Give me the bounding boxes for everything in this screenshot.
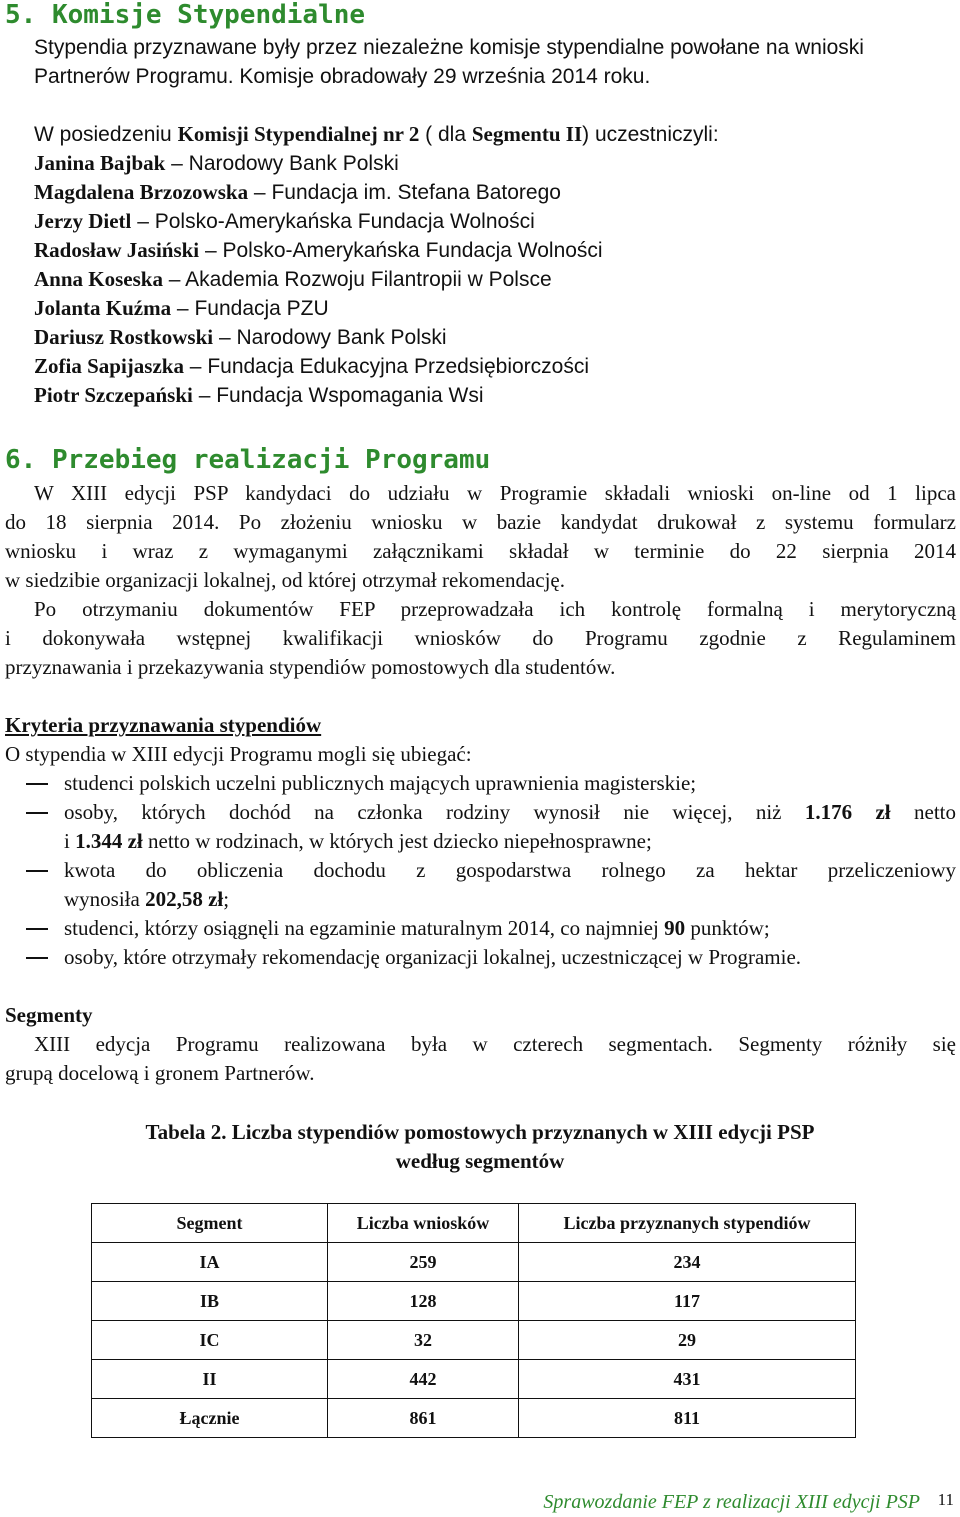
farm-amount: 202,58 zł [145, 887, 224, 911]
member-org: Narodowy Bank Polski [188, 152, 399, 175]
member-name: Dariusz Rostkowski [34, 325, 214, 349]
intro-line: Stypendia przyznawane były przez niezależne komisje stypendialne powołane na wnioski [34, 36, 864, 59]
paragraph-line: grupą docelową i gronem Partnerów. [5, 1061, 315, 1085]
table-cell: II [92, 1360, 328, 1399]
table-row-total [92, 1399, 856, 1438]
column-header: Liczba wniosków [328, 1204, 519, 1243]
meeting-committee: Komisji Stypendialnej nr 2 [177, 122, 420, 146]
table-caption: Tabela 2. Liczba stypendiów pomostowych przyznanych w XIII edycji PSP [145, 1120, 815, 1144]
paragraph-line: i dokonywała wstępnej kwalifikacji wniosków do Programu zgodnie z Regulaminem [5, 626, 956, 650]
table-header-row [92, 1204, 856, 1243]
table-caption: według segmentów [395, 1149, 565, 1173]
table-cell: 259 [328, 1243, 519, 1282]
bullet-dash [26, 783, 48, 785]
table-cell: IC [92, 1321, 328, 1360]
member-name: Anna Koseska [34, 267, 163, 291]
member-sep: – [213, 326, 237, 349]
table-cell: 234 [519, 1243, 856, 1282]
paragraph-line: wniosku i wraz z wymaganymi załącznikami składał w terminie do 22 sierpnia 2014 [5, 539, 956, 563]
table-cell: 861 [328, 1399, 519, 1438]
member-org: Narodowy Bank Polski [236, 326, 447, 349]
criteria-text: osoby, których dochód na członka rodziny wynosił nie więcej, niż [64, 800, 782, 824]
member-sep: – [171, 297, 195, 320]
paragraph-line: przyznawania i przekazywania stypendiów pomostowych dla studentów. [5, 655, 616, 679]
paragraph-line: XIII edycja Programu realizowana była w czterech segmentach. Segmenty różniły się [34, 1032, 956, 1056]
member-name: Jerzy Dietl [34, 209, 132, 233]
table-cell: 29 [519, 1321, 856, 1360]
intro-line: Partnerów Programu. Komisje obradowały 29 września 2014 roku. [34, 65, 651, 88]
member-sep: – [131, 210, 155, 233]
criteria-heading: Kryteria przyznawania stypendiów [5, 713, 322, 737]
paragraph-line: do 18 sierpnia 2014. Po złożeniu wniosku w bazie kandydat drukował z systemu formularz [5, 510, 956, 534]
meeting-paren: ( dla [419, 123, 467, 146]
member-row [34, 352, 589, 381]
criteria-text: i [64, 829, 70, 853]
member-sep: – [183, 355, 208, 378]
section-6-heading: 6. Przebieg realizacji Programu [5, 445, 491, 475]
member-sep: – [248, 181, 272, 204]
member-row [34, 381, 484, 410]
meeting-segment: Segmentu II [471, 122, 583, 146]
member-sep: – [199, 239, 223, 262]
member-row [34, 265, 552, 294]
criteria-item: osoby, które otrzymały rekomendację organizacji lokalnej, uczestniczącej w Programie. [64, 945, 802, 969]
table-row [92, 1360, 856, 1399]
meeting-suffix: ) uczestniczyli: [582, 123, 719, 146]
member-row [34, 294, 329, 323]
member-name: Jolanta Kuźma [34, 296, 172, 320]
bullet-dash [26, 957, 48, 959]
points-threshold: 90 [664, 916, 686, 940]
page-number: 11 [937, 1490, 954, 1509]
member-name: Janina Bajbak [34, 151, 166, 175]
criteria-text: ; [223, 887, 230, 911]
member-sep: – [192, 384, 217, 407]
table-row [92, 1321, 856, 1360]
member-org: Fundacja Edukacyjna Przedsiębiorczości [207, 355, 590, 378]
paragraph-line: Po otrzymaniu dokumentów FEP przeprowadzała ich kontrolę formalną i merytoryczną [34, 597, 956, 621]
segments-heading: Segmenty [5, 1003, 93, 1027]
member-org: Fundacja PZU [194, 297, 329, 320]
meeting-prefix: W posiedzeniu [34, 123, 172, 146]
income-limit: 1.176 zł [804, 800, 891, 824]
table-cell: 442 [328, 1360, 519, 1399]
member-row [34, 178, 561, 207]
criteria-item-cont [64, 885, 229, 914]
criteria-intro: O stypendia w XIII edycji Programu mogli się ubiegać: [5, 742, 472, 766]
income-limit-disabled: 1.344 zł [75, 829, 143, 853]
member-row [34, 323, 447, 352]
table-cell: IB [92, 1282, 328, 1321]
criteria-item: kwota do obliczenia dochodu z gospodarstwa rolnego za hektar przeliczeniowy [64, 858, 956, 882]
paragraph-line: w siedzibie organizacji lokalnej, od której otrzymał rekomendację. [5, 568, 565, 592]
paragraph-line: W XIII edycji PSP kandydaci do udziału w Programie składali wnioski on-line od 1 lipca [34, 481, 956, 505]
criteria-item-cont [64, 827, 652, 856]
table-cell: 32 [328, 1321, 519, 1360]
criteria-text: netto [914, 800, 957, 824]
member-org: Polsko-Amerykańska Fundacja Wolności [222, 239, 603, 262]
member-row [34, 149, 399, 178]
table-cell: 128 [328, 1282, 519, 1321]
member-org: Fundacja im. Stefana Batorego [271, 181, 561, 204]
criteria-text: punktów; [690, 916, 770, 940]
table-cell: 117 [519, 1282, 856, 1321]
table-cell: IA [92, 1243, 328, 1282]
criteria-item [64, 914, 770, 943]
criteria-item: studenci polskich uczelni publicznych mających uprawnienia magisterskie; [64, 771, 697, 795]
member-name: Zofia Sapijaszka [34, 354, 184, 378]
bullet-dash [26, 812, 48, 814]
member-name: Piotr Szczepański [34, 383, 193, 407]
member-sep: – [162, 268, 186, 291]
table-row [92, 1243, 856, 1282]
member-row [34, 207, 535, 236]
meeting-line [34, 120, 719, 149]
member-name: Radosław Jasiński [34, 238, 200, 262]
table-cell: 811 [519, 1399, 856, 1438]
table-row [92, 1282, 856, 1321]
column-header: Liczba przyznanych stypendiów [519, 1204, 856, 1243]
criteria-text: netto w rodzinach, w których jest dziecko niepełnosprawne; [148, 829, 652, 853]
table-cell: Łącznie [92, 1399, 328, 1438]
member-org: Polsko-Amerykańska Fundacja Wolności [154, 210, 535, 233]
criteria-text: wynosiła [64, 887, 140, 911]
member-org: Fundacja Wspomagania Wsi [216, 384, 484, 407]
criteria-item [64, 798, 956, 827]
bullet-dash [26, 870, 48, 872]
member-name: Magdalena Brzozowska [34, 180, 249, 204]
page-footer: Sprawozdanie FEP z realizacji XIII edycji PSP [543, 1491, 920, 1513]
member-org: Akademia Rozwoju Filantropii w Polsce [185, 268, 552, 291]
column-header: Segment [92, 1204, 328, 1243]
bullet-dash [26, 928, 48, 930]
member-sep: – [165, 152, 189, 175]
member-row [34, 236, 603, 265]
segments-table [91, 1203, 856, 1438]
table-cell: 431 [519, 1360, 856, 1399]
section-5-heading: 5. Komisje Stypendialne [5, 0, 366, 30]
criteria-text: studenci, którzy osiągnęli na egzaminie maturalnym 2014, co najmniej [64, 916, 659, 940]
